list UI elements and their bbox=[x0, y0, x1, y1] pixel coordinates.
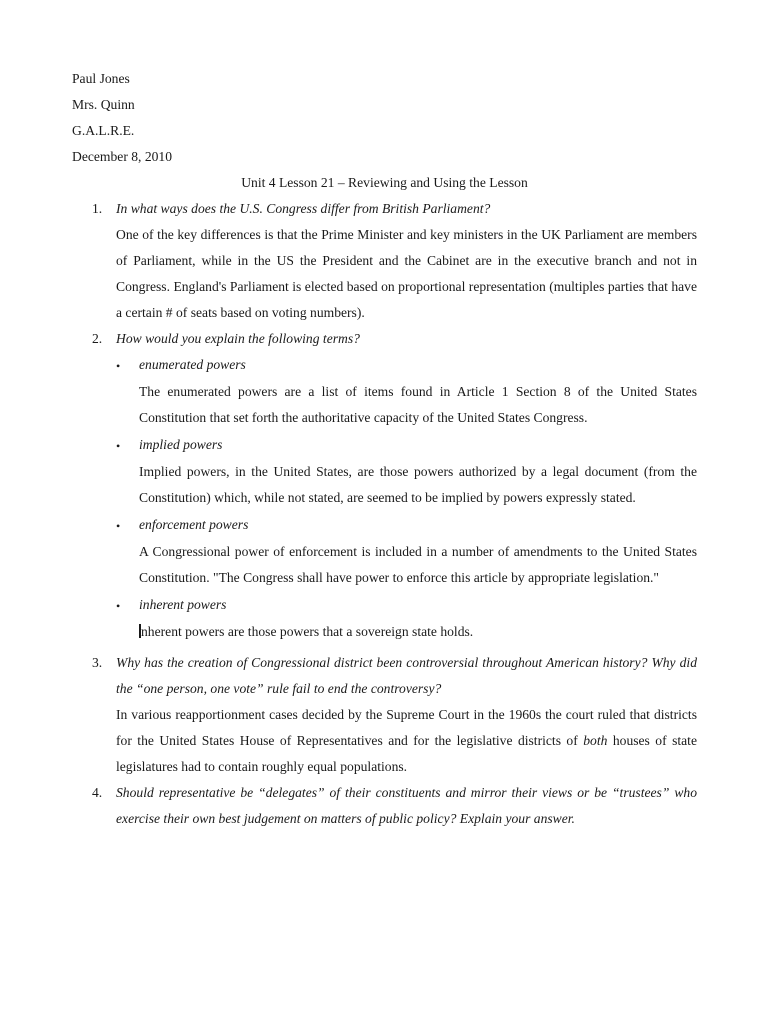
question-text: How would you explain the following terms? bbox=[116, 331, 360, 346]
term-definition: The enumerated powers are a list of items found in Article 1 Section 8 of the United States Constitution that set forth the authoritative capacity of the United States Congress. bbox=[139, 384, 697, 425]
term-definition-text: nherent powers are those powers that a sovereign state holds. bbox=[141, 624, 474, 639]
question-item-2 bbox=[72, 326, 697, 650]
bullet-icon: • bbox=[116, 599, 121, 613]
class-name: G.A.L.R.E. bbox=[72, 123, 135, 138]
question-number: 3. bbox=[92, 655, 103, 670]
answer-part-1: In various reapportionment cases decided by the Supreme Court in the 1960s the court ruled that districts for the United States House of Representatives and for the legislative districts of bbox=[116, 707, 697, 748]
term-definition: Implied powers, in the United States, are those powers authorized by a legal document (from the Constitution) which, while not stated, are seemed to be implied by powers expressly stated. bbox=[139, 464, 697, 505]
document-date: December 8, 2010 bbox=[72, 149, 173, 164]
question-text: Should representative be “delegates” of their constituents and mirror their views or be “trustees” who exercise their own best judgement on matters of public policy? Explain your answer. bbox=[116, 785, 697, 826]
term-item-implied bbox=[116, 432, 697, 511]
student-name: Paul Jones bbox=[72, 71, 130, 86]
term-label: inherent powers bbox=[139, 597, 227, 612]
question-text: In what ways does the U.S. Congress differ from British Parliament? bbox=[116, 201, 491, 216]
teacher-name: Mrs. Quinn bbox=[72, 97, 135, 112]
bullet-icon: • bbox=[116, 359, 121, 373]
bullet-icon: • bbox=[116, 439, 121, 453]
term-definition bbox=[139, 619, 697, 645]
term-label: enumerated powers bbox=[139, 357, 246, 372]
question-text: Why has the creation of Congressional district been controversial throughout American history? Why did the “one person, one vote” rule fail to end the controversy? bbox=[116, 655, 697, 696]
terms-list bbox=[116, 352, 697, 645]
answer-emphasis: both bbox=[583, 733, 608, 748]
question-list bbox=[72, 196, 697, 832]
term-item-enumerated bbox=[116, 352, 697, 431]
question-item-4 bbox=[72, 780, 697, 832]
document-page bbox=[72, 66, 697, 832]
answer-text: One of the key differences is that the Prime Minister and key ministers in the UK Parliament are members of Parliament, while in the US the President and the Cabinet are in the executive branch and not in Congress. England's Parliament is elected based on proportional representation (multiples parties that have a certain # of seats based on voting numbers). bbox=[116, 227, 697, 320]
term-definition: A Congressional power of enforcement is included in a number of amendments to the United States Constitution. "The Congress shall have power to enforce this article by appropriate legislation." bbox=[139, 544, 697, 585]
term-item-enforcement bbox=[116, 512, 697, 591]
bullet-icon: • bbox=[116, 519, 121, 533]
question-item-1 bbox=[72, 196, 697, 326]
question-number: 1. bbox=[92, 201, 103, 216]
document-title: Unit 4 Lesson 21 – Reviewing and Using the Lesson bbox=[241, 175, 528, 190]
answer-text bbox=[116, 702, 697, 780]
term-label: enforcement powers bbox=[139, 517, 249, 532]
term-label: implied powers bbox=[139, 437, 223, 452]
term-item-inherent bbox=[116, 592, 697, 645]
question-number: 2. bbox=[92, 331, 103, 346]
question-number: 4. bbox=[92, 785, 103, 800]
answer-part-2: houses of state legislatures had to contain roughly equal populations. bbox=[116, 733, 697, 774]
question-item-3 bbox=[72, 650, 697, 780]
